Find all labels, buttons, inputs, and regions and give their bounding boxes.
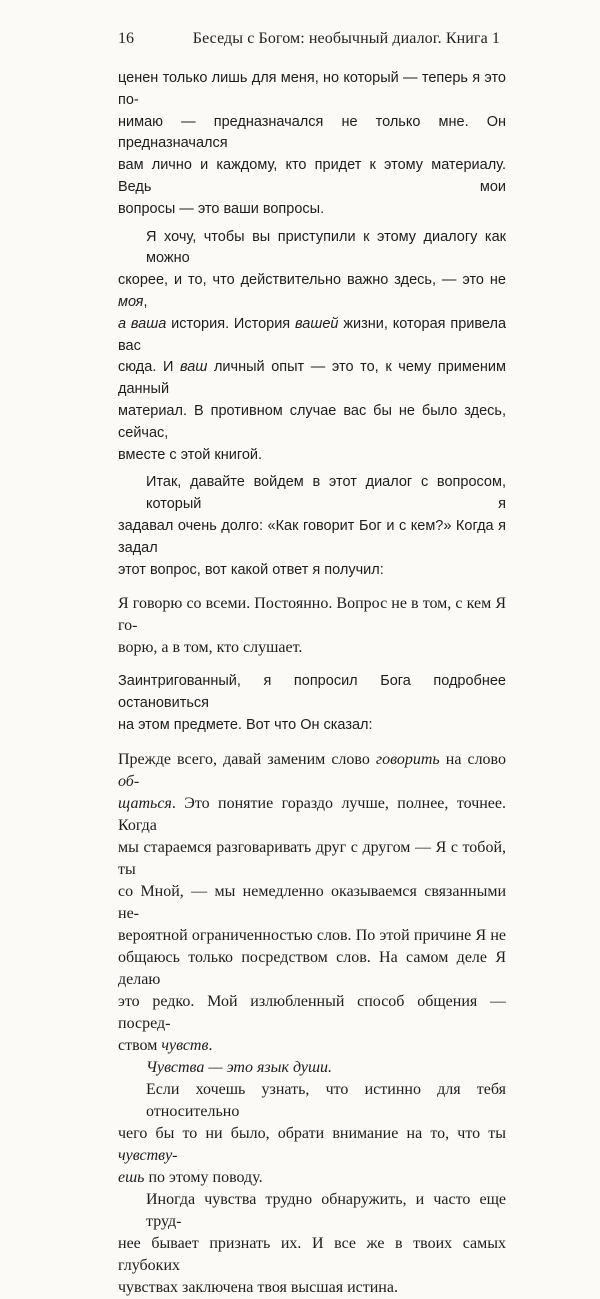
text-line: Если хочешь узнать, что истинно для тебя относительно — [146, 1080, 506, 1120]
text-line: Заинтригованный, я попросил Бога подробнее остановиться — [118, 673, 506, 712]
text-line: ворю, а в том, кто слушает. — [118, 639, 303, 657]
running-header — [118, 30, 500, 52]
text-line: ценен только лишь для меня, но который — теперь я это по- — [118, 70, 506, 108]
text-line: этот вопрос, вот какой ответ я получил: — [118, 561, 384, 578]
page-number: 16 — [118, 30, 134, 47]
text-line: Я хочу, чтобы вы приступили к этому диалогу как можно — [146, 228, 506, 267]
text-line: Чувства — это язык души. — [146, 1058, 333, 1076]
text-line: нимаю — предназначался не только мне. Он предназначался — [118, 113, 506, 152]
text-line: сюда. И ваш личный опыт — это то, к чему применим данный — [118, 359, 506, 398]
text-line: ешь по этому поводу. — [118, 1168, 263, 1186]
text-line: Иногда чувства трудно обнаружить, и часто еще труд- — [146, 1190, 506, 1230]
text-line: вопросы — это ваши вопросы. — [118, 200, 325, 217]
text-line: чувствах заключена твоя высшая истина. — [118, 1278, 398, 1296]
text-line: общаюсь только посредством слов. На самом деле Я делаю — [118, 948, 506, 988]
text-line: мы стараемся разговаривать друг с другом — Я с тобой, ты — [118, 838, 506, 878]
god-answer-4 — [118, 1079, 506, 1189]
text-line: со Мной, — мы немедленно оказываемся связанными не- — [118, 882, 506, 922]
text-line: Итак, давайте войдем в этот диалог с вопросом, который я — [146, 474, 506, 513]
paragraph-intro-continued — [118, 68, 506, 221]
text-line: скорее, и то, что действительно важно здесь, — это не моя, — [118, 272, 506, 310]
text-line: Прежде всего, давай заменим слово говорить на слово об- — [118, 750, 506, 790]
text-line: а ваша история. История вашей жизни, которая привела вас — [118, 315, 507, 354]
god-answer-5 — [118, 1189, 506, 1299]
page-body — [118, 68, 506, 1299]
text-line: Я говорю со всеми. Постоянно. Вопрос не в том, с кем Я го- — [118, 595, 506, 635]
text-line: вместе с этой книгой. — [118, 446, 263, 463]
text-line: задавал очень долго: «Как говорит Бог и с кем?» Когда я задал — [118, 517, 506, 556]
text-line: это редко. Мой излюбленный способ общения — посред- — [118, 992, 506, 1032]
text-line: нее бывает признать их. И все же в твоих самых глубоких — [118, 1234, 506, 1274]
god-answer-1 — [118, 593, 506, 659]
text-line: чего бы то ни было, обрати внимание на то, что ты чувству- — [118, 1124, 506, 1164]
text-line: вам лично и каждому, кто придет к этому материалу. Ведь мои — [118, 157, 506, 195]
text-line: вероятной ограниченностью слов. По этой причине Я не — [118, 926, 506, 944]
text-line: ством чувств. — [118, 1036, 213, 1054]
paragraph-question — [118, 472, 506, 581]
god-answer-3 — [118, 1057, 506, 1079]
text-line: материал. В противном случае вас бы не было здесь, сейчас, — [118, 402, 506, 441]
paragraph-your-story — [118, 227, 506, 467]
book-title: Беседы с Богом: необычный диалог. Книга 1 — [192, 30, 500, 47]
text-line: на этом предмете. Вот что Он сказал: — [118, 716, 373, 733]
god-answer-2 — [118, 749, 506, 1057]
text-line: щаться. Это понятие гораздо лучше, полнее, точнее. Когда — [118, 794, 506, 834]
paragraph-intrigued — [118, 671, 506, 736]
